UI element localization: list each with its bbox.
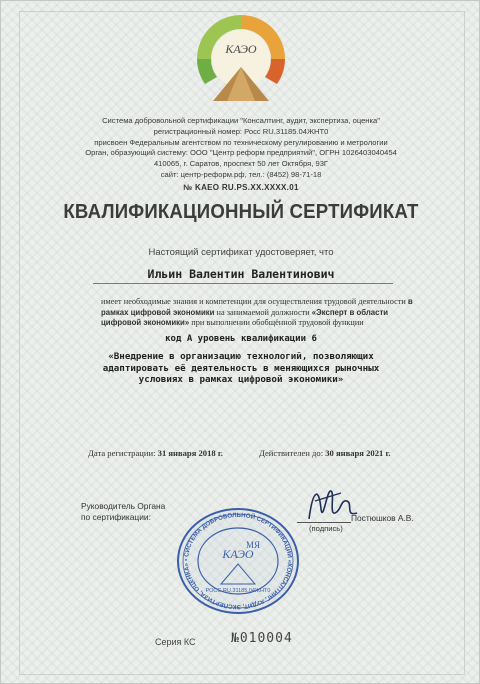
- valid-until-value: 30 января 2021 г.: [325, 448, 391, 458]
- competence-part: имеет необходимые знания и компетенции для осуществления трудовой деятельности: [101, 297, 406, 306]
- signatory-role-line: по сертификации:: [81, 512, 151, 522]
- signatory-role-line: Руководитель Органа: [81, 501, 166, 511]
- valid-until-label: Действителен до:: [259, 448, 324, 458]
- issuer-line: 410065, г. Саратов, проспект 50 лет Октября, 93Г: [153, 159, 329, 169]
- registration-date: [88, 448, 223, 458]
- signature-caption: (подпись): [309, 524, 343, 533]
- series-label: Серия КС: [155, 637, 196, 647]
- position-title: «Эксперт в области цифровой экономики»: [101, 307, 389, 327]
- issuer-line: Система добровольной сертификации "Консалтинг, аудит, экспертиза, оценка": [102, 116, 380, 125]
- competence-part: при выполнении обобщённой трудовой функции: [191, 318, 364, 327]
- issuer-line: регистрационный номер: Росс RU.31185.04ЖНТ0: [153, 126, 329, 136]
- svg-text:МЯ: МЯ: [245, 540, 261, 550]
- kaeo-logo-icon: [191, 9, 291, 109]
- certifies-statement: Настоящий сертификат удостоверяет, что: [148, 247, 334, 258]
- signer-name: Постюшков А.В.: [351, 513, 414, 523]
- registration-date-value: 31 января 2018 г.: [157, 448, 223, 458]
- serial-number: №010004: [231, 631, 293, 646]
- qualification-title: «Внедрение в организацию технологий, позволяющих адаптировать её деятельность в меняющихся рыночных условиях в рамках цифровой экономики»: [102, 351, 380, 385]
- competence-part: на занимаемой должности: [216, 307, 310, 317]
- signatory-role: [81, 501, 165, 523]
- issuer-info: [41, 116, 441, 181]
- competence-bold: в рамках цифровой экономики: [101, 297, 413, 317]
- svg-text:• СИСТЕМА ДОБРОВОЛЬНОЙ СЕРТИФИ: • СИСТЕМА ДОБРОВОЛЬНОЙ СЕРТИФИКАЦИИ «КОНСАЛТИНГ, АУДИТ, ЭКСПЕРТИЗА, ОЦЕНКА»: [182, 511, 294, 611]
- registration-number: № KAEO RU.PS.XX.XXXX.01: [183, 183, 299, 192]
- svg-text:РОСС RU.31185.04ЖНТ0: РОСС RU.31185.04ЖНТ0: [205, 588, 271, 594]
- issuer-line: присвоен Федеральным агентством по техническому регулированию и метрологии: [94, 137, 388, 147]
- issuer-line: Орган, образующий систему: ООО "Центр реформ предприятий", ОГРН 1026403040454: [85, 148, 397, 158]
- holder-underline: [93, 283, 393, 284]
- certificate-title: КВАЛИФИКАЦИОННЫЙ СЕРТИФИКАТ: [63, 201, 419, 223]
- valid-until: [259, 448, 391, 458]
- issuer-line: сайт: центр-реформ.рф, тел.: (8452) 98-71-18: [160, 169, 322, 179]
- holder-name: Ильин Валентин Валентинович: [147, 267, 335, 281]
- svg-text:КАЭО: КАЭО: [225, 42, 257, 56]
- qualification-code: код А уровень квалификации 6: [165, 334, 317, 344]
- signature-line: [297, 522, 351, 523]
- competence-text: [101, 297, 421, 329]
- official-stamp-icon: [173, 506, 303, 616]
- registration-date-label: Дата регистрации:: [88, 448, 156, 458]
- svg-text:КАЭО: КАЭО: [222, 547, 254, 561]
